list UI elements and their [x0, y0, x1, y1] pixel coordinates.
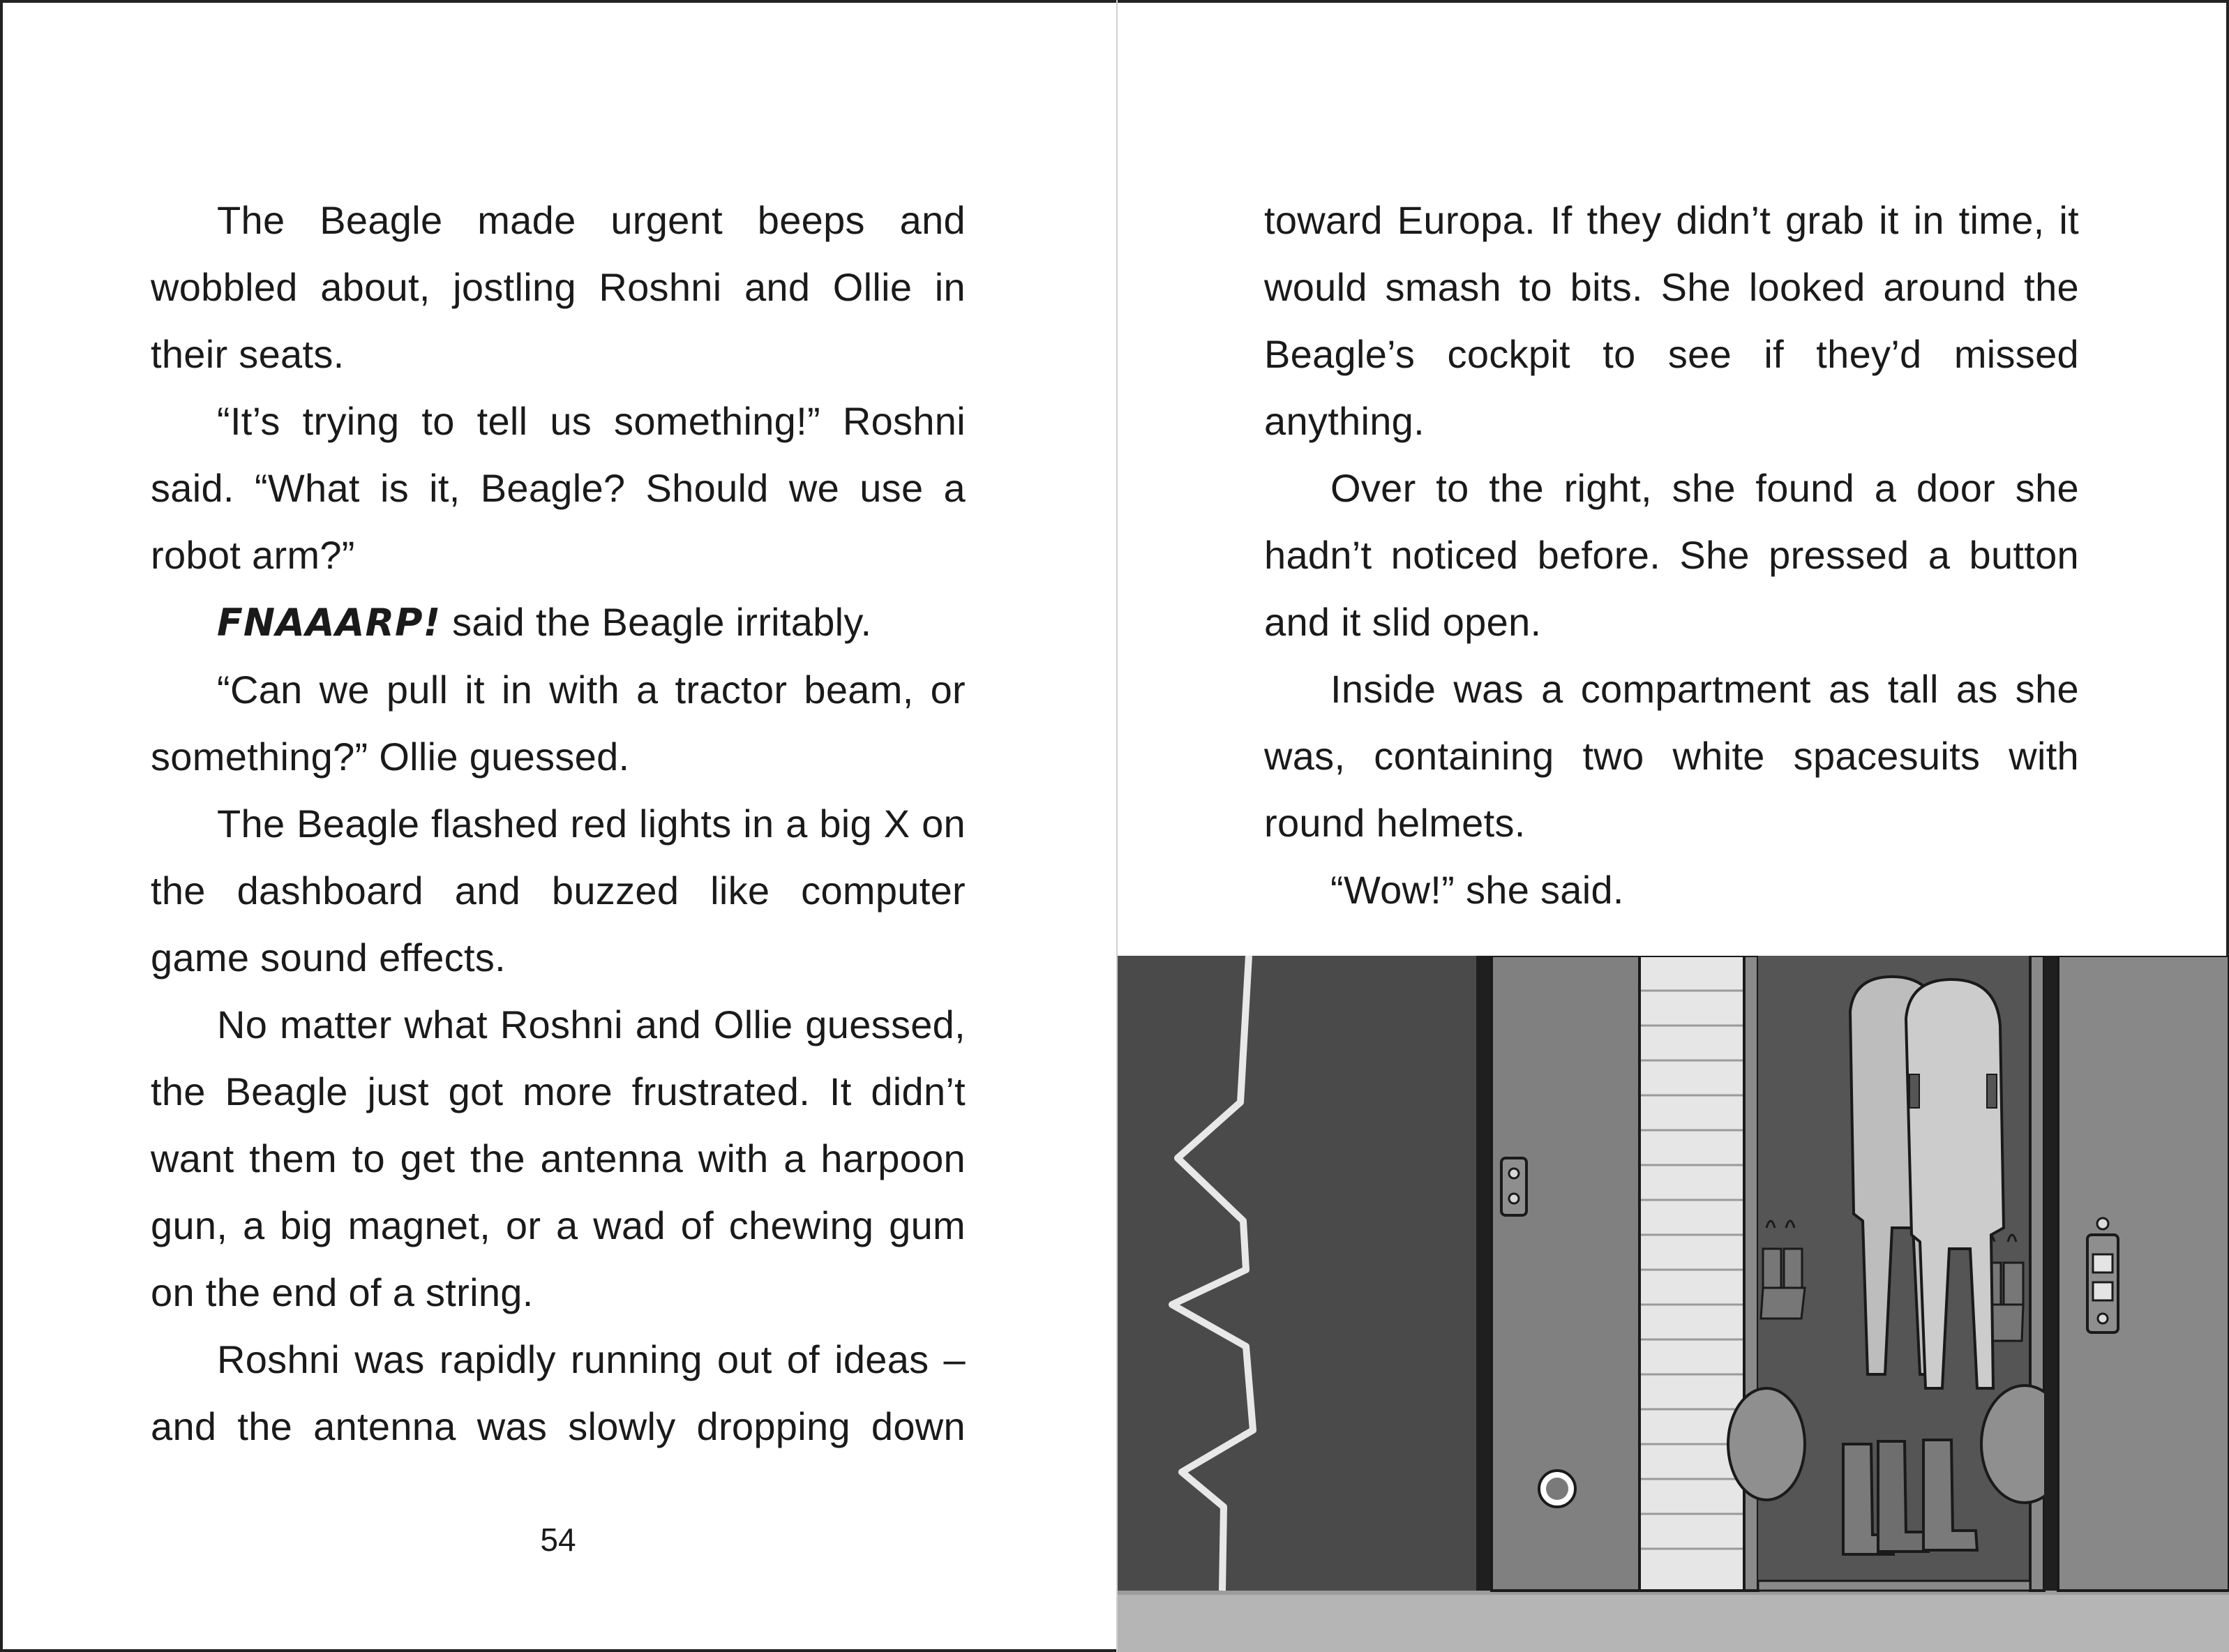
spacesuit-compartment-illustration [1118, 956, 2229, 1652]
sound-effect-paragraph [151, 589, 966, 656]
door-switch-plate [1501, 1158, 1526, 1215]
paragraph: No matter what Roshni and Ollie guessed, the Beagle just got more frustrated. It didn’t want them to get the antenna with a harpoon gun, a big magnet, or a wad of chewing gum on the end of a string. [151, 1003, 966, 1314]
paragraph: Roshni was rapidly running out of ideas – and the antenna was slowly dropping down [151, 1337, 966, 1448]
paragraph: The Beagle made urgent beeps and wobbled about, jostling Roshni and Ollie in their seats. [151, 198, 966, 376]
right-wall-panel [2058, 956, 2229, 1591]
right-page [1118, 0, 2229, 1652]
sound-effect-text: FNAAARP! [217, 601, 442, 645]
suit-pack [1987, 1074, 1997, 1108]
sound-effect-rest: said the Beagle irritably. [441, 600, 872, 644]
compartment-sill [1758, 1581, 2030, 1591]
floor [1118, 1591, 2229, 1652]
switch-light [2098, 1314, 2108, 1323]
panel-separator [2044, 956, 2058, 1591]
panel-separator [1476, 956, 1492, 1591]
door-handle [1546, 1478, 1568, 1500]
illustration-svg [1118, 956, 2229, 1652]
paragraph: “Wow!” she said. [1330, 868, 1624, 912]
compartment-button [2093, 1282, 2112, 1300]
paragraph: “Can we pull it in with a tractor beam, or something?” Ollie guessed. [151, 668, 966, 779]
door-switch-dot [1509, 1169, 1519, 1178]
door-edge-strip [1639, 956, 1744, 1591]
paragraph: toward Europa. If they didn’t grab it in time, it would smash to bits. She looked around the Beagle’s cockpit to see if they’d missed anything. [1264, 198, 2079, 443]
switch-light [2097, 1218, 2108, 1229]
suit-pack [1909, 1074, 1919, 1108]
door-switch-dot [1509, 1194, 1519, 1203]
paragraph: Over to the right, she found a door she hadn’t noticed before. She pressed a button and it slid open. [1264, 466, 2079, 644]
page-number: 54 [540, 1522, 576, 1558]
right-page-text [1264, 187, 2079, 924]
paragraph: The Beagle flashed red lights in a big X on the dashboard and buzzed like computer game sound effects. [151, 802, 966, 979]
left-page-text [151, 187, 966, 1460]
paragraph: Inside was a compartment as tall as she was, containing two white spacesuits with round helmets. [1264, 667, 2079, 845]
dark-wall [1118, 956, 1480, 1591]
paragraph: “It’s trying to tell us something!” Roshni said. “What is it, Beagle? Should we use a robot arm?” [151, 399, 966, 577]
compartment-button [2093, 1254, 2112, 1272]
helmet [1728, 1388, 1805, 1500]
